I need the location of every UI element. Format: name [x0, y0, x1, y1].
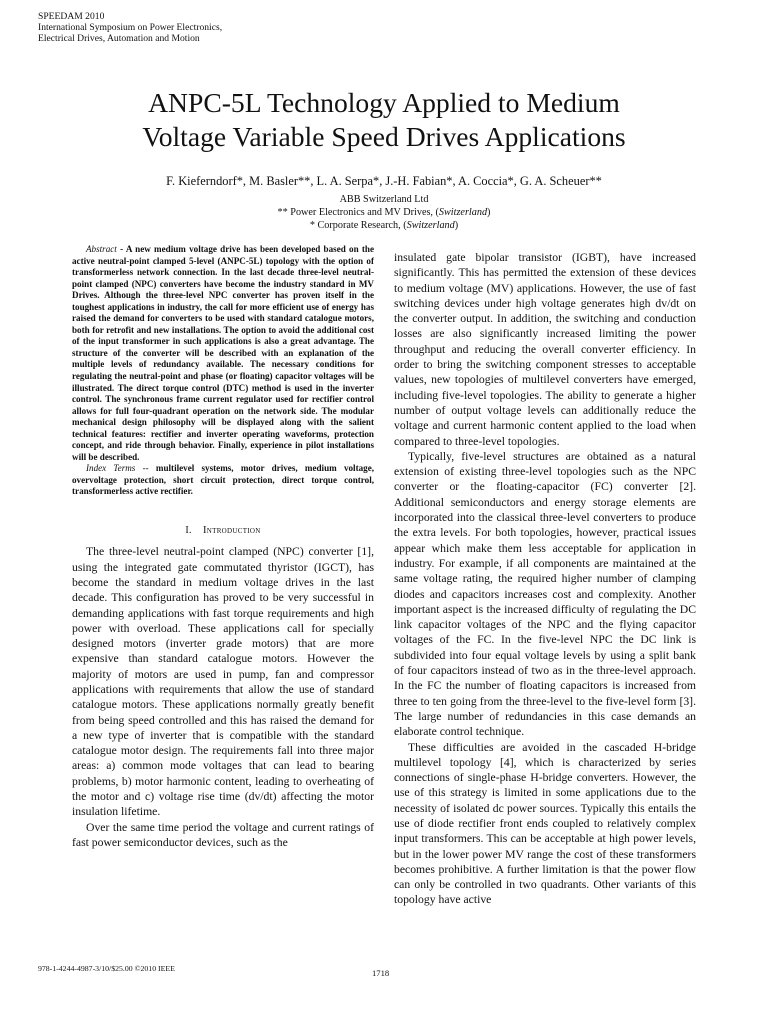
- affiliation-company: ABB Switzerland Ltd: [339, 194, 429, 205]
- section-number: I.: [185, 525, 192, 537]
- affiliation-text: ): [487, 206, 491, 218]
- affiliation-text: ** Power Electronics and MV Drives, (: [277, 206, 439, 218]
- affiliation-text: ): [454, 219, 459, 231]
- conference-header: [38, 11, 222, 44]
- paper-title: [60, 86, 708, 154]
- page-number: 1718: [372, 968, 390, 978]
- author-list: F. Kieferndorf*, M. Basler**, L. A. Serpa*, J.-H. Fabian*, A. Coccia*, G. A. Scheuer**: [166, 174, 602, 188]
- body-paragraph: Over the same time period the voltage and current ratings of fast power semiconductor devices, such as the: [72, 820, 374, 849]
- affiliations: [60, 194, 708, 232]
- abstract-body: - A new medium voltage drive has been developed based on the active neutral-point clamped 5-level (ANPC-5L) topology with the option of transformerless network connection. In the last decade three-level neutral-point clamped (NPC) converters have become the industry standard in MV Drives. Although the three-level NPC converter has proven itself in the toughest applications in industry, the call for more efficient use of energy has raised the demand for converters to be used with standard catalogue motors, both for retrofit and new installations. The option to avoid the additional cost of the input transformer in such applications is also a great advantage. The structure of the converter will be described with an explanation of the multiple levels of redundancy available. The necessary conditions for regulating the neutral-point and phase (or floating) capacitor voltages will be illustrated. The direct torque control (DTC) method is used in the inverter control. The synchronous frame current regulator used for rectifier control allows for full four-quadrant operation on the network side. The modular mechanical design philosophy will be displayed along with the salient technical features: rectifier and inverter operating waveforms, protection concept, and ride through behavior. Finally, experience in pilot installations will be described.: [72, 244, 374, 462]
- affiliation-line: [60, 207, 708, 220]
- index-terms-body: multilevel systems, motor drives, medium voltage, overvoltage protection, short circuit protection, direct torque control, transformerless active rectifier.: [72, 463, 374, 497]
- affiliation-line: [60, 220, 708, 233]
- affiliation-text: * Corporate Research, (: [309, 219, 407, 231]
- affiliation-country: Switzerland: [438, 206, 488, 218]
- conference-line: Electrical Drives, Automation and Motion: [38, 33, 200, 44]
- body-paragraph: The three-level neutral-point clamped (NPC) converter [1], using the integrated gate commutated thyristor (IGCT), has become the standard in medium voltage drives in the last decade. This configuration has proved to be very successful in demanding applications with fast torque requirements and high power with overload. These applications call for specially designed motors (inverter grade motors) that are more expensive than standard catalogue motors. However the majority of motors are used in pump, fan and compressor applications with requirements that allow the use of standard catalogue motors. These applications normally greatly benefit from being speed controlled and this has raised the demand for a new type of inverter that is compatible with the standard catalogue motor design. The requirements fall into three major areas: a) common mode voltages that can lead to bearing problems, b) motor harmonic content, leading to overheating of the motor and c) voltage rise time (dv/dt) affecting the motor insulation lifetime.: [72, 545, 374, 819]
- section-heading: [72, 523, 374, 538]
- index-terms: [72, 463, 374, 498]
- body-paragraph: These difficulties are avoided in the cascaded H-bridge multilevel topology [4], which is characterized by series connections of single-phase H-bridge converters. However, the use of this strategy is limited in some applications due to the necessity of isolated dc power sources. Typically this entails the use of diode rectifier front ends coupled to relatively complex input transformers. This can be acceptable at high power levels, but in the lower power MV range the cost of these transformers becomes prohibitive. A further limitation is that the power flow can only be controlled in two quadrants. Other variants of this topology have active: [394, 740, 696, 907]
- left-column: [72, 244, 374, 850]
- index-terms-label: Index Terms --: [86, 463, 149, 474]
- abstract: [72, 244, 374, 463]
- section-title: Introduction: [202, 525, 261, 537]
- conference-line: SPEEDAM 2010: [38, 11, 105, 22]
- body-paragraph: insulated gate bipolar transistor (IGBT), have increased significantly. This has permitted the extension of these devices to medium voltage (MV) applications. However, the use of fast switching devices under high voltage generates high dv/dt on the converter output. In addition, the switching and conduction losses are also significantly increased limiting the power throughput and reducing the overall converter efficiency. In order to bring the switching component stresses to acceptable values, new topologies of multilevel converters have emerged, including five-level topologies. The ability to generate a higher number of output voltage levels can additionally reduce the voltage and current harmonic content applied to the load when compared to three-level topologies.: [394, 251, 696, 448]
- footer-isbn: 978-1-4244-4987-3/10/$25.00 ©2010 IEEE: [38, 964, 175, 973]
- title-line: ANPC-5L Technology Applied to Medium: [148, 87, 620, 118]
- conference-line: International Symposium on Power Electronics,: [38, 22, 223, 33]
- right-column: [394, 250, 696, 908]
- affiliation-country: Switzerland: [406, 219, 455, 231]
- title-line: Voltage Variable Speed Drives Applications: [142, 121, 626, 152]
- body-paragraph: Typically, five-level structures are obtained as a natural extension of existing three-level topologies such as the NPC converter or the floating-capacitor (FC) converter [2]. Additional semiconductors and energy storage elements are incorporated into the classical three-level converters to produce the extra levels. For both topologies, however, practical issues appear which make them less acceptable for application in industry. For example, if all components are maintained at the same voltage rating, the required higher number of clamping diodes and capacitors increases cost and complexity. Another important aspect is the increased difficulty of regulating the DC link capacitor voltages of the NPC and the flying capacitor voltages of the FC. In the five-level NPC the DC link is subdivided into four equal voltage levels by using a split bank of four capacitors instead of two as in the three-level approach. In the FC the number of floating capacitors is increased from three to ten going from the three-level to the five-level form [3]. The large number of redundancies in this case demands an elaborate control technique.: [394, 449, 696, 739]
- abstract-label: Abstract: [86, 244, 117, 254]
